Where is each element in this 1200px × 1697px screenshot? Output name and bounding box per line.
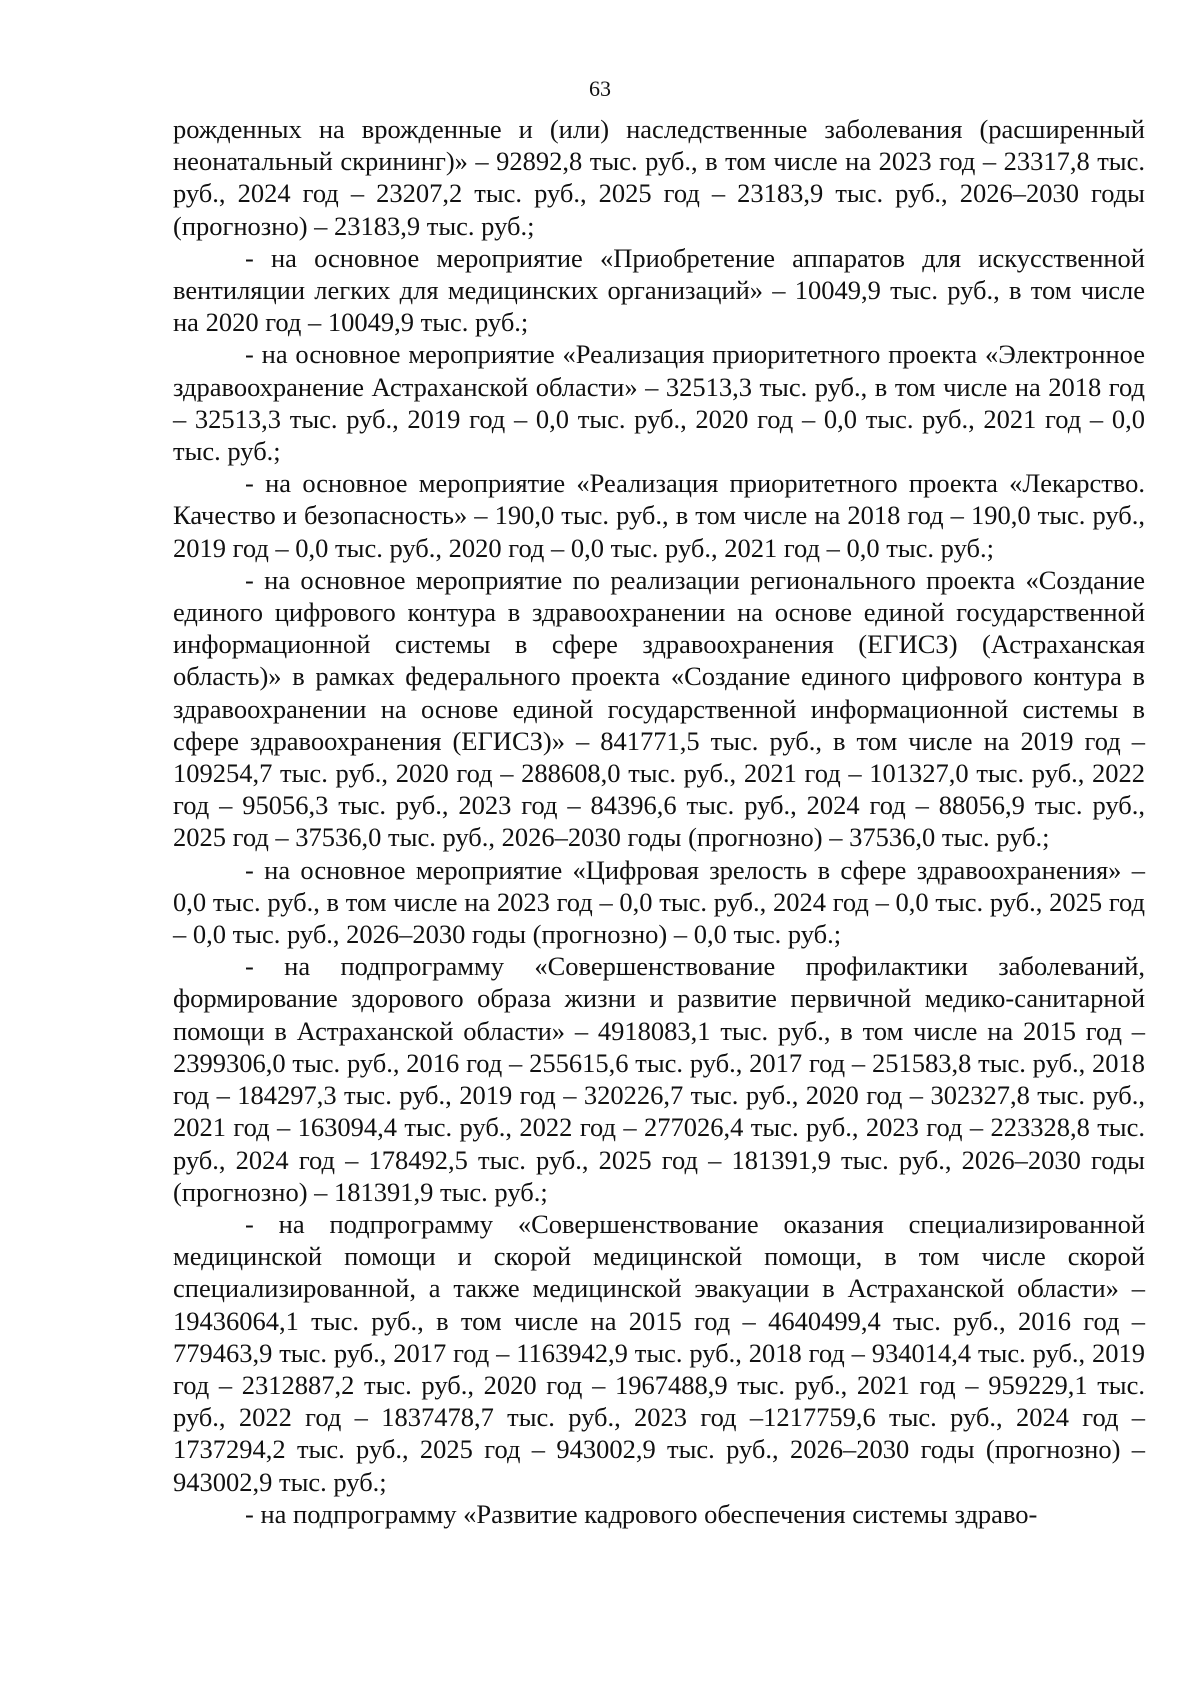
- paragraph-e-health: - на основное мероприятие «Реализация приоритетного проекта «Электронное здравоохранение Астраханской области» – 32513,3 тыс. руб., в том числе на 2018 год – 32513,3 тыс. руб., 2019 год – 0,0 тыс. руб., 2020 год – 0,0 тыс. руб., 2021 год – 0,0 тыс. руб.;: [173, 339, 1145, 467]
- paragraph-staffing-subprogram: - на подпрограмму «Развитие кадрового обеспечения системы здраво-: [245, 1498, 1038, 1529]
- paragraph-medicine-quality: - на основное мероприятие «Реализация приоритетного проекта «Лекарство. Качество и безопасность» – 190,0 тыс. руб., в том числе на 2018 год – 190,0 тыс. руб., 2019 год – 0,0 тыс. руб., 2020 год – 0,0 тыс. руб., 2021 год – 0,0 тыс. руб.;: [173, 468, 1145, 563]
- paragraph-specialized-care-subprogram: - на подпрограмму «Совершенствование оказания специализированной медицинской помощи и скорой медицинской помощи, в том числе скорой специализированной, а также медицинской эвакуации в Астраханской области» – 19436064,1 тыс. руб., в том числе на 2015 год – 4640499,4 тыс. руб., 2016 год – 779463,9 тыс. руб., 2017 год – 1163942,9 тыс. руб., 2018 год – 934014,4 тыс. руб., 2019 год – 2312887,2 тыс. руб., 2020 год – 1967488,9 тыс. руб., 2021 год – 959229,1 тыс. руб., 2022 год – 1837478,7 тыс. руб., 2023 год –1217759,6 тыс. руб., 2024 год – 1737294,2 тыс. руб., 2025 год – 943002,9 тыс. руб., 2026–2030 годы (прогнозно) – 943002,9 тыс. руб.;: [173, 1208, 1145, 1497]
- page-number: 63: [589, 76, 611, 101]
- paragraph-egisz: - на основное мероприятие по реализации регионального проекта «Создание единого цифрового контура в здравоохранении на основе единой государственной информационной системы в сфере здравоохранения (ЕГИСЗ) (Астраханская область)» в рамках федерального проекта «Создание единого цифрового контура в здравоохранении на основе единой государственной информационной системы в сфере здравоохранения (ЕГИСЗ)» – 841771,5 тыс. руб., в том числе на 2019 год – 109254,7 тыс. руб., 2020 год – 288608,0 тыс. руб., 2021 год – 101327,0 тыс. руб., 2022 год – 95056,3 тыс. руб., 2023 год – 84396,6 тыс. руб., 2024 год – 88056,9 тыс. руб., 2025 год – 37536,0 тыс. руб., 2026–2030 годы (прогнозно) – 37536,0 тыс. руб.;: [173, 564, 1145, 853]
- document-body: [173, 113, 1145, 1530]
- paragraph-ventilators: - на основное мероприятие «Приобретение аппаратов для искусственной вентиляции легких для медицинских организаций» – 10049,9 тыс. руб., в том числе на 2020 год – 10049,9 тыс. руб.;: [173, 242, 1145, 338]
- paragraph-digital-maturity: - на основное мероприятие «Цифровая зрелость в сфере здравоохранения» – 0,0 тыс. руб., в том числе на 2023 год – 0,0 тыс. руб., 2024 год – 0,0 тыс. руб., 2025 год – 0,0 тыс. руб., 2026–2030 годы (прогнозно) – 0,0 тыс. руб.;: [173, 854, 1145, 950]
- paragraph-prevention-subprogram: - на подпрограмму «Совершенствование профилактики заболеваний, формирование здорового образа жизни и развитие первичной медико-санитарной помощи в Астраханской области» – 4918083,1 тыс. руб., в том числе на 2015 год – 2399306,0 тыс. руб., 2016 год – 255615,6 тыс. руб., 2017 год – 251583,8 тыс. руб., 2018 год – 184297,3 тыс. руб., 2019 год – 320226,7 тыс. руб., 2020 год – 302327,8 тыс. руб., 2021 год – 163094,4 тыс. руб., 2022 год – 277026,4 тыс. руб., 2023 год – 223328,8 тыс. руб., 2024 год – 178492,5 тыс. руб., 2025 год – 181391,9 тыс. руб., 2026–2030 годы (прогнозно) – 181391,9 тыс. руб.;: [173, 951, 1145, 1207]
- paragraph-continuation: рожденных на врожденные и (или) наследственные заболевания (расширенный неонатальный скрининг)» – 92892,8 тыс. руб., в том числе на 2023 год – 23317,8 тыс. руб., 2024 год – 23207,2 тыс. руб., 2025 год – 23183,9 тыс. руб., 2026–2030 годы (прогнозно) – 23183,9 тыс. руб.;: [173, 114, 1145, 241]
